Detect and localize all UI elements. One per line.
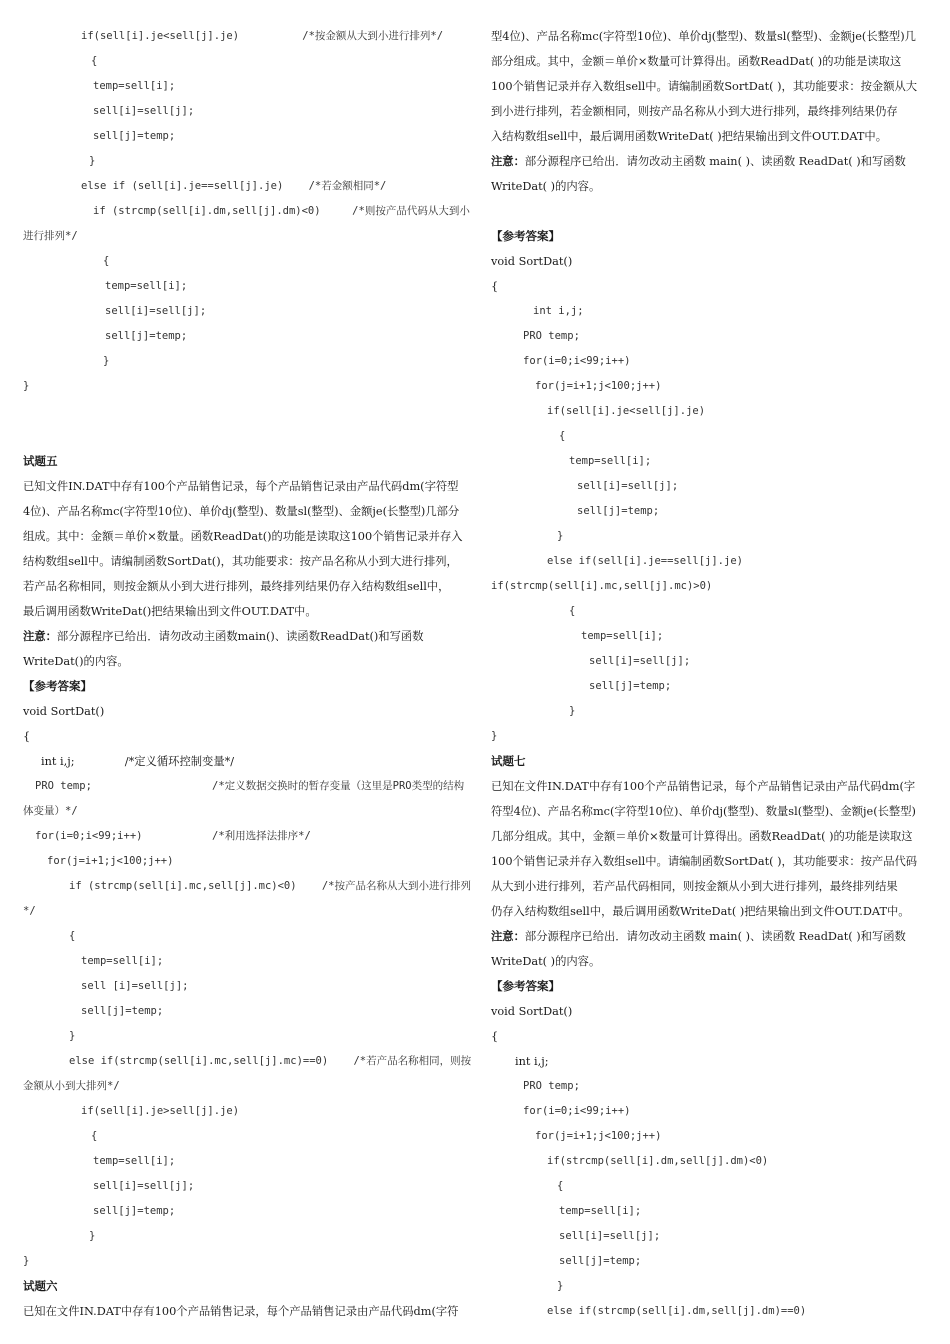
code-line xyxy=(491,724,936,749)
code-line xyxy=(23,799,473,824)
line-text: { xyxy=(23,730,31,743)
code-line xyxy=(491,399,936,424)
section-heading xyxy=(23,1274,473,1299)
code-line xyxy=(491,649,936,674)
line-text: { xyxy=(91,1130,98,1142)
line-text: if (strcmp(sell[i].dm,sell[j].dm)<0) /*则按产品代码从大到小 xyxy=(93,205,470,217)
text-line xyxy=(23,699,473,724)
code-line xyxy=(23,1199,473,1224)
code-line xyxy=(23,74,473,99)
code-line xyxy=(23,224,473,249)
line-text: void SortDat() xyxy=(491,1005,573,1018)
note-line xyxy=(23,624,473,649)
code-line xyxy=(491,449,936,474)
section-heading xyxy=(491,974,936,999)
line-text: { xyxy=(69,930,76,942)
code-line xyxy=(23,899,473,924)
line-text: 100个销售记录并存入数组sell中。请编制函数SortDat( )，其功能要求：按金额从大 xyxy=(491,80,918,93)
text-line xyxy=(491,799,936,824)
line-text: { xyxy=(91,55,98,67)
code-line xyxy=(23,1249,473,1274)
right-column xyxy=(491,24,936,1324)
left-column xyxy=(23,24,473,1324)
code-line xyxy=(23,249,473,274)
code-line xyxy=(491,1124,936,1149)
line-text: { xyxy=(491,280,499,293)
line-text: 100个销售记录并存入数组sell中。请编制函数SortDat( )，其功能要求：按产品代码 xyxy=(491,855,918,868)
line-text: int i,j; xyxy=(533,305,584,317)
line-text: 部分组成。其中，金额＝单价×数量可计算得出。函数ReadDat( )的功能是读取这 xyxy=(491,55,902,68)
text-line xyxy=(491,999,936,1024)
text-line xyxy=(491,274,936,299)
code-line xyxy=(491,599,936,624)
section-heading xyxy=(491,749,936,774)
line-text: sell[j]=temp; xyxy=(559,1255,642,1267)
line-text: temp=sell[i]; xyxy=(559,1205,642,1217)
line-text: sell[j]=temp; xyxy=(81,1005,164,1017)
line-text: if(strcmp(sell[i].mc,sell[j].mc)>0) xyxy=(491,580,713,592)
code-line xyxy=(23,1049,473,1074)
line-text: int i,j; /*定义循环控制变量*/ xyxy=(41,755,235,768)
line-text: sell[i]=sell[j]; xyxy=(93,1180,195,1192)
line-text: if(sell[i].je<sell[j].je) /*按金额从大到小进行排列*/ xyxy=(81,30,444,42)
code-line xyxy=(23,1074,473,1099)
code-line xyxy=(23,149,473,174)
code-line xyxy=(491,1099,936,1124)
text-line xyxy=(491,1049,936,1074)
line-text: else if(sell[i].je==sell[j].je) xyxy=(547,555,743,567)
line-text: 到小进行排列，若金额相同，则按产品名称从小到大进行排列，最终排列结果仍存 xyxy=(491,105,898,118)
code-line xyxy=(491,324,936,349)
line-text: { xyxy=(491,1030,499,1043)
note-line xyxy=(491,174,936,199)
line-text: if(sell[i].je>sell[j].je) xyxy=(81,1105,240,1117)
code-line xyxy=(23,1174,473,1199)
line-text: temp=sell[i]; xyxy=(105,280,188,292)
line-text: } xyxy=(89,1230,96,1242)
line-text: } xyxy=(23,380,30,392)
line-text: else if (sell[i].je==sell[j].je) /*若金额相同*/ xyxy=(81,180,387,192)
code-line xyxy=(23,124,473,149)
blank-line xyxy=(23,399,473,424)
line-text: 几部分组成。其中，金额＝单价×数量可计算得出。函数ReadDat( )的功能是读取这 xyxy=(491,830,913,843)
line-text: if(sell[i].je<sell[j].je) xyxy=(547,405,706,417)
line-text: for(j=i+1;j<100;j++) xyxy=(535,1130,662,1142)
code-line xyxy=(23,99,473,124)
line-text: for(i=0;i<99;i++) xyxy=(523,1105,631,1117)
note-line xyxy=(491,924,936,949)
code-line xyxy=(23,199,473,224)
line-text: 组成。其中：金额＝单价×数量。函数ReadDat()的功能是读取这100个销售记录并存入 xyxy=(23,530,463,543)
line-text: 型4位)、产品名称mc(字符型10位)、单价dj(整型)、数量sl(整型)、金额je(长整型)几 xyxy=(491,30,916,43)
code-line xyxy=(23,1149,473,1174)
code-line xyxy=(491,1174,936,1199)
line-text: if (strcmp(sell[i].mc,sell[j].mc)<0) /*按产品名称从大到小进行排列 xyxy=(69,880,472,892)
code-line xyxy=(23,999,473,1024)
line-text: sell [i]=sell[j]; xyxy=(81,980,189,992)
text-line xyxy=(23,599,473,624)
code-line xyxy=(491,574,936,599)
line-text: } xyxy=(23,1255,30,1267)
blank-line xyxy=(491,199,936,224)
line-text: sell[j]=temp; xyxy=(577,505,660,517)
section-heading xyxy=(491,224,936,249)
code-line xyxy=(491,549,936,574)
line-text: sell[i]=sell[j]; xyxy=(577,480,679,492)
line-text: } xyxy=(89,155,96,167)
code-line xyxy=(491,1249,936,1274)
line-text: { xyxy=(557,1180,564,1192)
text-line xyxy=(491,774,936,799)
note-line xyxy=(23,649,473,674)
line-text: */ xyxy=(23,905,36,917)
line-text: 试题七 xyxy=(491,754,526,768)
blank-line xyxy=(23,424,473,449)
line-text: sell[j]=temp; xyxy=(93,130,176,142)
line-text: 部分源程序已给出．请勿改动主函数main()、读函数ReadDat()和写函数 xyxy=(56,630,424,643)
line-text: for(j=i+1;j<100;j++) xyxy=(535,380,662,392)
code-line xyxy=(491,524,936,549)
text-line xyxy=(491,1024,936,1049)
line-text: } xyxy=(557,530,564,542)
line-text: int i,j; xyxy=(515,1055,549,1068)
text-line xyxy=(491,874,936,899)
text-line xyxy=(23,574,473,599)
code-line xyxy=(491,674,936,699)
line-text: PRO temp; /*定义数据交换时的暂存变量（这里是PRO类型的结构 xyxy=(35,780,465,792)
line-text: if(strcmp(sell[i].dm,sell[j].dm)<0) xyxy=(547,1155,769,1167)
text-line xyxy=(491,49,936,74)
code-line xyxy=(23,299,473,324)
line-text: } xyxy=(569,705,576,717)
line-text: 已知在文件IN.DAT中存有100个产品销售记录，每个产品销售记录由产品代码dm(字 xyxy=(491,780,916,793)
line-text: 结构数组sell中。请编制函数SortDat()，其功能要求：按产品名称从小到大进行排列， xyxy=(23,555,458,568)
code-line xyxy=(491,1274,936,1299)
code-line xyxy=(23,824,473,849)
code-line xyxy=(491,299,936,324)
section-heading xyxy=(23,449,473,474)
code-line xyxy=(491,1224,936,1249)
text-line xyxy=(491,899,936,924)
line-text: } xyxy=(69,1030,76,1042)
line-text: sell[i]=sell[j]; xyxy=(93,105,195,117)
line-text: temp=sell[i]; xyxy=(81,955,164,967)
code-line xyxy=(491,1199,936,1224)
line-text: { xyxy=(559,430,566,442)
note-label: 注意： xyxy=(491,154,525,168)
line-text: WriteDat()的内容。 xyxy=(23,655,129,668)
line-text: sell[j]=temp; xyxy=(105,330,188,342)
code-line xyxy=(491,499,936,524)
code-line xyxy=(23,974,473,999)
text-line xyxy=(23,524,473,549)
line-text: 若产品名称相同，则按金额从小到大进行排列，最终排列结果仍存入结构数组sell中， xyxy=(23,580,450,593)
line-text: WriteDat( )的内容。 xyxy=(491,955,601,968)
code-line xyxy=(23,49,473,74)
line-text: 金额从小到大排列*/ xyxy=(23,1080,120,1092)
line-text: } xyxy=(491,730,498,742)
note-line xyxy=(491,149,936,174)
code-line xyxy=(491,374,936,399)
line-text: temp=sell[i]; xyxy=(93,80,176,92)
code-line xyxy=(491,424,936,449)
code-line xyxy=(23,324,473,349)
code-line xyxy=(491,699,936,724)
line-text: temp=sell[i]; xyxy=(93,1155,176,1167)
code-line xyxy=(23,849,473,874)
line-text: 体变量）*/ xyxy=(23,805,78,817)
text-line xyxy=(491,124,936,149)
section-heading xyxy=(23,674,473,699)
line-text: else if(strcmp(sell[i].dm,sell[j].dm)==0) xyxy=(547,1305,807,1317)
line-text: sell[j]=temp; xyxy=(93,1205,176,1217)
line-text: else if(strcmp(sell[i].mc,sell[j].mc)==0) /*若产品名称相同，则按 xyxy=(69,1055,472,1067)
text-line xyxy=(491,249,936,274)
line-text: 【参考答案】 xyxy=(23,679,92,693)
line-text: temp=sell[i]; xyxy=(581,630,664,642)
code-line xyxy=(491,624,936,649)
text-line xyxy=(491,99,936,124)
code-line xyxy=(491,349,936,374)
text-line xyxy=(491,824,936,849)
code-line xyxy=(491,1149,936,1174)
text-line xyxy=(491,849,936,874)
code-line xyxy=(23,1099,473,1124)
line-text: PRO temp; xyxy=(523,1080,580,1092)
code-line xyxy=(23,774,473,799)
text-line xyxy=(23,1299,473,1324)
line-text: for(i=0;i<99;i++) /*利用选择法排序*/ xyxy=(35,830,311,842)
line-text: sell[i]=sell[j]; xyxy=(589,655,691,667)
line-text: sell[i]=sell[j]; xyxy=(105,305,207,317)
line-text: for(i=0;i<99;i++) xyxy=(523,355,631,367)
line-text: 入结构数组sell中，最后调用函数WriteDat( )把结果输出到文件OUT.DAT中。 xyxy=(491,130,887,143)
line-text: 已知文件IN.DAT中存有100个产品销售记录，每个产品销售记录由产品代码dm(字符型 xyxy=(23,480,459,493)
line-text: { xyxy=(103,255,110,267)
code-line xyxy=(23,24,473,49)
line-text: PRO temp; xyxy=(523,330,580,342)
text-line xyxy=(491,24,936,49)
code-line xyxy=(491,1074,936,1099)
text-line xyxy=(491,74,936,99)
code-line xyxy=(23,374,473,399)
line-text: 【参考答案】 xyxy=(491,979,560,993)
line-text: for(j=i+1;j<100;j++) xyxy=(47,855,174,867)
line-text: void SortDat() xyxy=(23,705,105,718)
code-line xyxy=(491,1299,936,1324)
code-line xyxy=(23,1024,473,1049)
line-text: 4位)、产品名称mc(字符型10位)、单价dj(整型)、数量sl(整型)、金额je(长整型)几部分 xyxy=(23,505,460,518)
code-line xyxy=(23,924,473,949)
line-text: 进行排列*/ xyxy=(23,230,78,242)
line-text: } xyxy=(103,355,110,367)
text-line xyxy=(23,749,473,774)
line-text: 试题五 xyxy=(23,454,58,468)
line-text: WriteDat( )的内容。 xyxy=(491,180,601,193)
note-label: 注意： xyxy=(23,629,57,643)
line-text: { xyxy=(569,605,576,617)
line-text: 最后调用函数WriteDat()把结果输出到文件OUT.DAT中。 xyxy=(23,605,317,618)
code-line xyxy=(23,349,473,374)
line-text: 已知在文件IN.DAT中存有100个产品销售记录，每个产品销售记录由产品代码dm(字符 xyxy=(23,1305,459,1318)
code-line xyxy=(23,174,473,199)
line-text: sell[j]=temp; xyxy=(589,680,672,692)
code-line xyxy=(23,874,473,899)
line-text: temp=sell[i]; xyxy=(569,455,652,467)
code-line xyxy=(23,1124,473,1149)
line-text: void SortDat() xyxy=(491,255,573,268)
line-text: 部分源程序已给出．请勿改动主函数 main( )、读函数 ReadDat( )和写函数 xyxy=(524,155,906,168)
line-text: 从大到小进行排列，若产品代码相同，则按金额从小到大进行排列，最终排列结果 xyxy=(491,880,898,893)
line-text: 【参考答案】 xyxy=(491,229,560,243)
note-line xyxy=(491,949,936,974)
line-text: 部分源程序已给出．请勿改动主函数 main( )、读函数 ReadDat( )和写函数 xyxy=(524,930,906,943)
line-text: } xyxy=(557,1280,564,1292)
note-label: 注意： xyxy=(491,929,525,943)
code-line xyxy=(23,274,473,299)
code-line xyxy=(491,474,936,499)
code-line xyxy=(23,1224,473,1249)
text-line xyxy=(23,474,473,499)
line-text: 试题六 xyxy=(23,1279,58,1293)
line-text: 符型4位)、产品名称mc(字符型10位)、单价dj(整型)、数量sl(整型)、金额je(长整型) xyxy=(491,805,916,818)
code-line xyxy=(23,949,473,974)
text-line xyxy=(23,499,473,524)
line-text: 仍存入结构数组sell中，最后调用函数WriteDat( )把结果输出到文件OUT.DAT中。 xyxy=(491,905,910,918)
line-text: sell[i]=sell[j]; xyxy=(559,1230,661,1242)
text-line xyxy=(23,549,473,574)
text-line xyxy=(23,724,473,749)
